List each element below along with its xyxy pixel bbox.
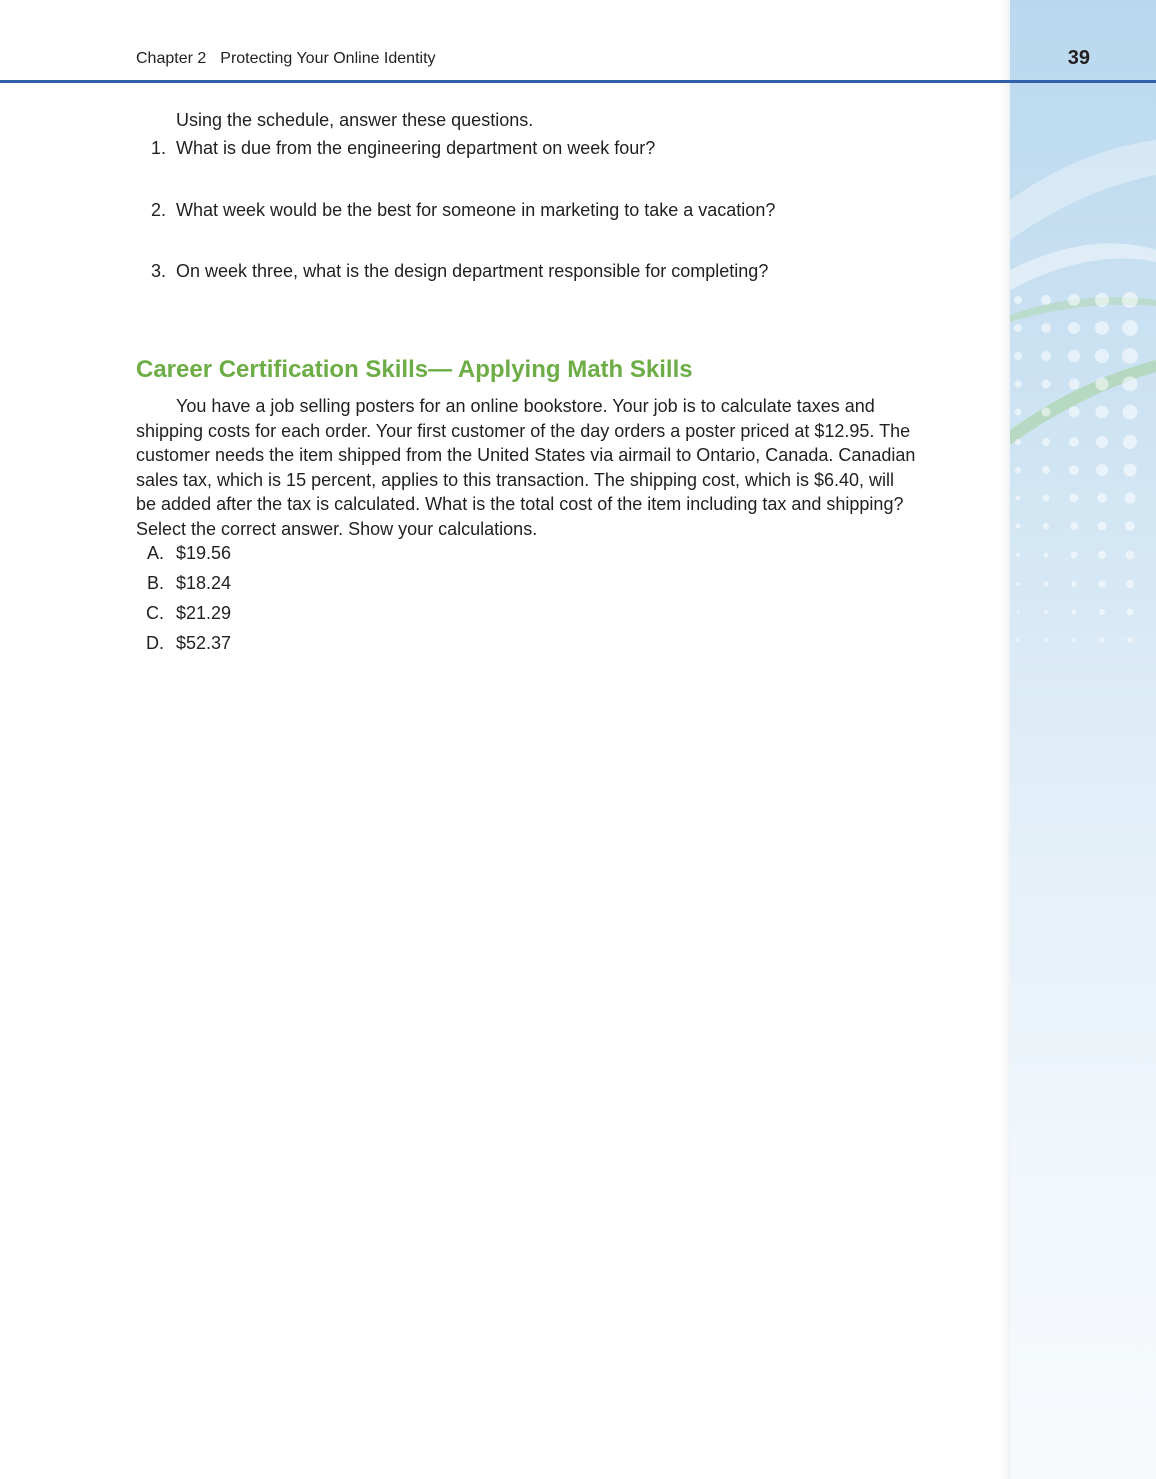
decorative-wave-pattern (1010, 0, 1156, 1479)
option-value: $19.56 (176, 543, 232, 563)
header-rule (0, 80, 1156, 83)
question-text: What is due from the engineering department on week four? (176, 138, 656, 158)
chapter-title: Protecting Your Online Identity (220, 50, 436, 67)
question-number: 3. (150, 261, 166, 281)
option-letter: C. (146, 603, 164, 623)
question-item (136, 138, 956, 159)
question-item (136, 200, 956, 221)
option-letter: D. (146, 633, 164, 653)
chapter-label: Chapter 2 (136, 50, 207, 67)
answer-option (136, 543, 231, 564)
question-number: 2. (150, 200, 166, 220)
question-number: 1. (150, 138, 166, 158)
answer-option (136, 573, 231, 594)
question-text: What week would be the best for someone in marketing to take a vacation? (176, 200, 776, 220)
question-item (136, 261, 956, 282)
answer-option (136, 633, 231, 654)
problem-paragraph: You have a job selling posters for an online bookstore. Your job is to calculate taxes and shipping costs for each order. Your first customer of the day orders a poster priced at $12.95. The customer needs the item shipped from the United States via airmail to Ontario, Canada. Canadian sales tax, which is 15 percent, applies to this transaction. The shipping cost, which is $6.40, will be added after the tax is calculated. What is the total cost of the item including tax and shipping? Select the correct answer. Show your calculations. (136, 396, 916, 539)
section-heading: Career Certification Skills— Applying Math Skills (136, 356, 693, 383)
option-letter: B. (146, 573, 164, 593)
questions-intro: Using the schedule, answer these questions. (176, 110, 534, 130)
option-value: $18.24 (176, 573, 232, 593)
option-letter: A. (146, 543, 164, 563)
decorative-side-panel (1010, 0, 1156, 1479)
answer-option (136, 603, 231, 624)
page-number: 39 (1067, 47, 1090, 69)
running-header (136, 50, 436, 68)
option-value: $21.29 (176, 603, 232, 623)
option-value: $52.37 (176, 633, 232, 653)
question-text: On week three, what is the design department responsible for completing? (176, 261, 769, 281)
